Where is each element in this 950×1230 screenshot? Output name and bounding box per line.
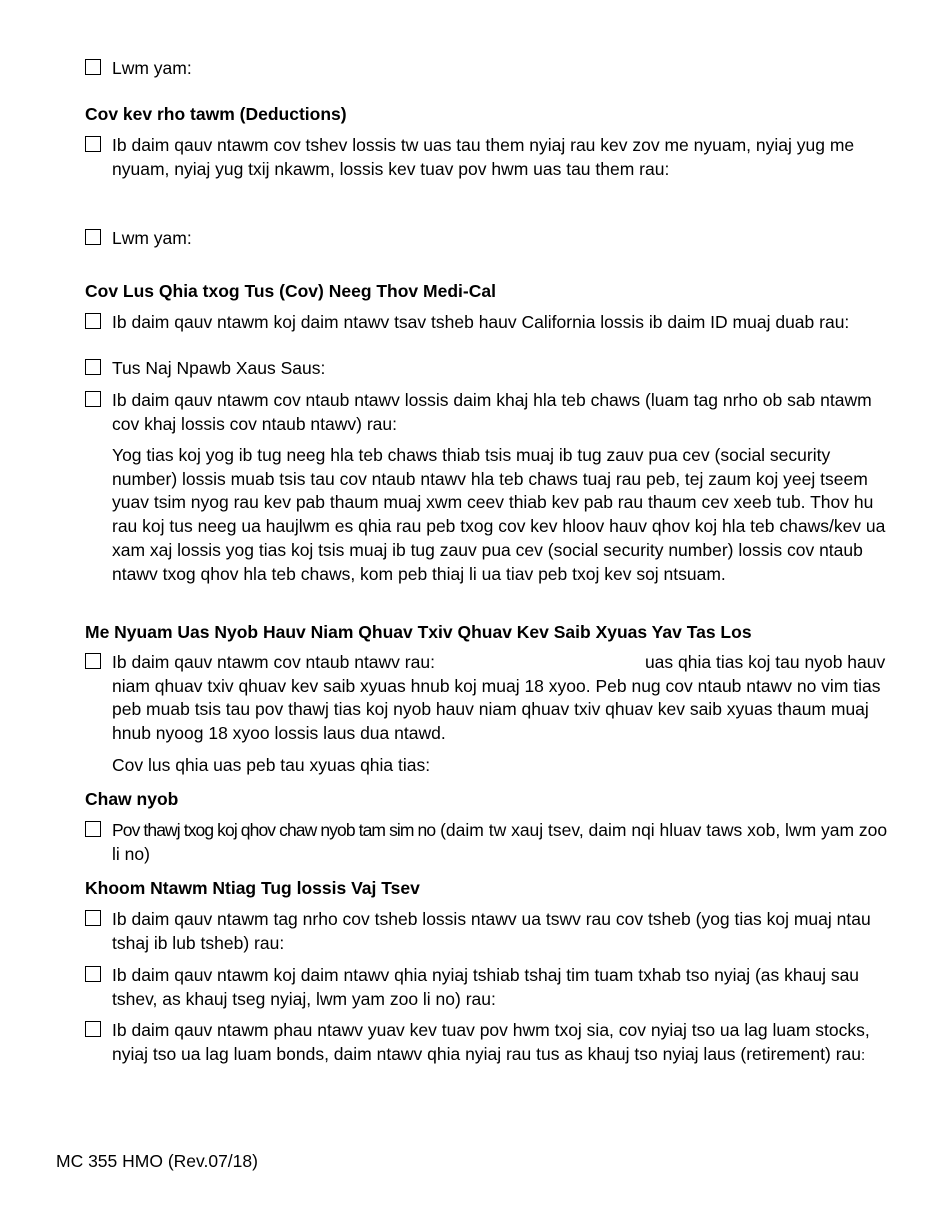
- section-heading-deductions: Cov kev rho tawm (Deductions): [85, 104, 347, 124]
- checklist-item-ssn: [85, 357, 890, 381]
- checklist-item-label: Lwm yam:: [112, 228, 192, 248]
- checklist-item-ca-id: [85, 311, 890, 335]
- section-heading-medical-info: Cov Lus Qhia txog Tus (Cov) Neeg Thov Medi-Cal: [85, 281, 496, 301]
- checkbox[interactable]: [85, 966, 101, 982]
- residence-label-start: Pov thawj txog koj qhov chaw nyob tam sim no: [112, 820, 436, 840]
- checkbox[interactable]: [85, 313, 101, 329]
- checkbox[interactable]: [85, 136, 101, 152]
- checklist-item-other-income: [85, 57, 890, 81]
- section-heading-residence: Chaw nyob: [85, 789, 179, 809]
- checklist-item-insurance-stocks: [85, 1019, 890, 1067]
- residence-label-rest: (daim tw xauj tsev, daim nqi hluav taws xob, lwm yam zoo li no): [112, 820, 888, 864]
- foster-care-info-paragraph: Cov lus qhia uas peb tau xyuas qhia tias:: [112, 755, 431, 775]
- checklist-item-label: Ib daim qauv ntawm tag nrho cov tsheb lossis ntawv ua tswv rau cov tsheb (yog tias koj muaj ntau tshaj ib lub tsheb) rau:: [112, 909, 871, 953]
- checklist-item-label: Ib daim qauv ntawm cov ntaub ntawv lossis daim khaj hla teb chaws (luam tag nrho ob sab ntawm cov khaj lossis cov ntaub ntawv) rau:: [112, 390, 872, 434]
- checklist-item-label: Lwm yam:: [112, 58, 192, 78]
- checkbox[interactable]: [85, 59, 101, 75]
- checklist-item-foster-care: [85, 651, 890, 746]
- foster-care-label-start: Ib daim qauv ntawm cov ntaub ntawv rau:: [112, 652, 435, 672]
- immigration-note-paragraph: Yog tias koj yog ib tug neeg hla teb chaws thiab tsis muaj ib tug zauv pua cev (social security number) lossis muab tsis tau cov ntaub ntawv hla teb chaws tuaj rau peb, tej zaum koj yeej tseem yuav tsim nyog rau kev pab thaum muaj xwm ceev thiab kev pab rau thaum cev xeeb tub. Thov hu rau koj tus neeg ua haujlwm es qhia rau peb txog cov kev hloov hauv qhov koj hla teb chaws/kev ua xam xaj lossis yog tias koj tsis muaj ib tug zauv pua cev (social security number) lossis cov ntaub ntawv txog qhov hla teb chaws, kom peb thiaj li ua tiav peb txoj kev soj ntsuam.: [112, 445, 886, 584]
- checklist-item-label: [112, 1019, 890, 1067]
- checklist-item-label: Tus Naj Npawb Xaus Saus:: [112, 358, 326, 378]
- form-id-footer: MC 355 HMO (Rev.07/18): [56, 1151, 258, 1171]
- foster-care-label-rest: uas qhia tias koj tau nyob hauv niam qhuav txiv qhuav kev saib xyuas hnub koj muaj 18 xyoo. Peb nug cov ntaub ntawv no vim tias peb muab tsis tau pov thawj tias koj nyob hauv niam qhuav txiv qhuav kev saib xyuas thaum muaj hnub nyoog 18 xyoo lossis laus dua ntawd.: [112, 652, 886, 744]
- section-heading-property: Khoom Ntawm Ntiag Tug lossis Vaj Tsev: [85, 878, 420, 898]
- checklist-item-deductions-receipts: [85, 134, 890, 181]
- checkbox[interactable]: [85, 910, 101, 926]
- insurance-label: Ib daim qauv ntawm phau ntawv yuav kev tuav pov hwm txoj sia, cov nyiaj tso ua lag luam stocks, nyiaj tso ua lag luam bonds, daim ntawv qhia nyiaj rau tus as khauj tso nyiaj laus (retirement) rau: [112, 1020, 870, 1064]
- checklist-item-immigration-docs: [85, 389, 890, 436]
- checklist-item-label: Ib daim qauv ntawm koj daim ntawv tsav tsheb hauv California lossis ib daim ID muaj duab rau:: [112, 312, 850, 332]
- checklist-item-label: [112, 651, 890, 746]
- checklist-item-label: Ib daim qauv ntawm koj daim ntawv qhia nyiaj tshiab tshaj tim tuam txhab tso nyiaj (as khauj sau tshev, as khauj tseg nyiaj, lwm yam zoo li no) rau:: [112, 965, 860, 1009]
- checklist-item-deductions-other: [85, 227, 890, 251]
- insurance-label-colon: :: [861, 1046, 866, 1064]
- checklist-item-label: Ib daim qauv ntawm cov tshev lossis tw uas tau them nyiaj rau kev zov me nyuam, nyiaj yug me nyuam, nyiaj yug txij nkawm, lossis kev tuav pov hwm uas tau them rau:: [112, 135, 855, 179]
- checklist-item-bank-statements: [85, 964, 890, 1011]
- checkbox[interactable]: [85, 391, 101, 407]
- checkbox[interactable]: [85, 653, 101, 669]
- checkbox[interactable]: [85, 359, 101, 375]
- section-heading-foster-care: Me Nyuam Uas Nyob Hauv Niam Qhuav Txiv Qhuav Kev Saib Xyuas Yav Tas Los: [85, 622, 752, 642]
- checklist-item-vehicle: [85, 908, 890, 955]
- checkbox[interactable]: [85, 1021, 101, 1037]
- checklist-item-label: [112, 819, 890, 866]
- checklist-item-residence-proof: [85, 819, 890, 866]
- checkbox[interactable]: [85, 821, 101, 837]
- checkbox[interactable]: [85, 229, 101, 245]
